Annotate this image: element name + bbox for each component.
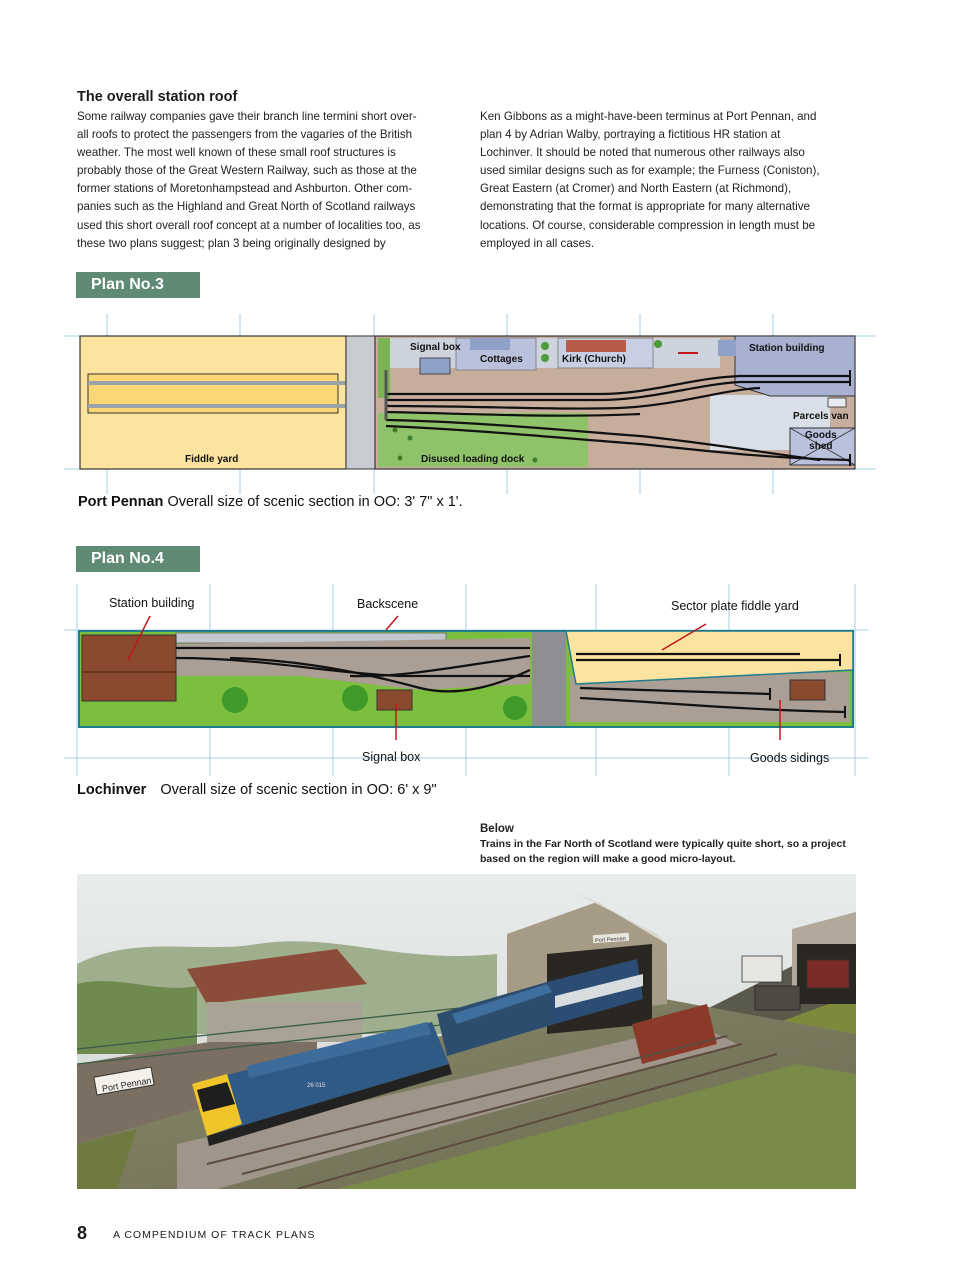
plan3-caption-name: Port Pennan: [78, 494, 164, 510]
article-line: Ken Gibbons as a might-have-been terminus at Port Pennan, and: [480, 110, 817, 123]
plan3-label-station-building: Station building: [749, 343, 825, 354]
photo-loco-number: 26 015: [307, 1083, 326, 1089]
article-line: weather. The most well known of these small roof structures is: [77, 146, 396, 160]
plan3-label-cottages: Cottages: [480, 354, 523, 365]
plan4-caption: [77, 782, 437, 798]
photo-caption-title: Below: [480, 823, 514, 835]
article-line: locations. Of course, considerable compression in length must be: [480, 218, 816, 232]
plan4-caption-text: Overall size of scenic section in OO: 6' x 9": [160, 782, 437, 798]
plan3-label-goods-shed-line2: shed: [809, 441, 833, 452]
article-line: former stations of Moretonhampstead and Ashburton. Other com-: [77, 182, 413, 196]
plan4-tree: [503, 696, 527, 720]
article-line: used this short overall roof concept at a number of localities too, as: [77, 218, 421, 232]
plan4-bridge: [532, 632, 566, 726]
page-number: 8: [77, 1223, 88, 1243]
photo-shed-sign-text: Port Pennan: [594, 935, 626, 945]
photo-caption-line: Trains in the Far North of Scotland were typically quite short, so a project: [480, 838, 846, 850]
plan4-caption-name: Lochinver: [77, 782, 147, 798]
plan4-label-goods-sidings: Goods sidings: [750, 751, 830, 765]
article-line: these two plans suggest; plan 3 being originally designed by: [77, 236, 386, 250]
article-line: employed in all cases.: [480, 236, 595, 250]
article-line: used similar designs such as for example; the Furness (Coniston),: [480, 164, 820, 178]
plan3-label-fiddle-yard: Fiddle yard: [185, 454, 239, 465]
photo-van-red: [807, 960, 849, 988]
article-column-1: [77, 108, 454, 253]
plan4-label-sector-plate: Sector plate fiddle yard: [671, 599, 799, 613]
article-line: Great Eastern (at Cromer) and North Eastern (at Richmond),: [480, 182, 792, 196]
plan4-label-signal-box: Signal box: [362, 750, 421, 764]
article-line: demonstrating that the format is appropriate for many alternative: [480, 200, 810, 214]
plan3-tag: Plan No.3: [76, 272, 200, 298]
article-line: all roofs to protect the passengers from the vagaries of the British: [77, 128, 413, 142]
article-line: Some railway companies gave their branch line termini short over-: [77, 110, 417, 123]
plan4-tree: [222, 687, 248, 713]
plan4-signal-box: [377, 690, 412, 710]
plan3-parcels-van: [828, 398, 846, 407]
plan3-label-goods-shed-line1: Goods: [805, 430, 837, 441]
plan3-bridge-section: [346, 336, 375, 469]
article-heading: The overall station roof: [77, 89, 238, 105]
plan3-caption-text: Overall size of scenic section in OO: 3' 7" x 1'.: [167, 494, 463, 510]
photo-van-white: [742, 956, 782, 982]
plan4-station-building: [82, 635, 176, 701]
plan3-label-kirk: Kirk (Church): [562, 354, 626, 365]
article-line: panies such as the Highland and Great North of Scotland railways: [77, 200, 416, 214]
article-column-2: [480, 108, 857, 253]
plan3-label-goods-shed: [805, 430, 837, 452]
plan4-label-station-building: Station building: [109, 596, 195, 610]
plan3-diagram: [0, 310, 976, 500]
plan4-tree: [342, 685, 368, 711]
photo-platform-sign-text: Port Pennan: [101, 1075, 153, 1094]
plan3-signal-box: [420, 358, 450, 374]
photo-caption: [480, 822, 860, 867]
photo-caption-line: based on the region will make a good micro-layout.: [480, 853, 736, 865]
layout-photo: [77, 874, 856, 1189]
plan4-tag: Plan No.4: [76, 546, 200, 572]
plan4-label-backscene: Backscene: [357, 597, 419, 611]
plan3-label-loading-dock: Disused loading dock: [421, 454, 525, 465]
article-line: plan 4 by Adrian Walby, portraying a fictitious HR station at: [480, 128, 781, 142]
footer-title: A COMPENDIUM OF TRACK PLANS: [113, 1229, 316, 1241]
plan3-label-parcels-van: Parcels van: [793, 411, 849, 422]
plan4-diagram: [0, 580, 976, 780]
plan3-caption: [78, 494, 463, 510]
plan3-label-signal-box: Signal box: [410, 342, 461, 353]
plan4-goods-shed: [790, 680, 825, 700]
article-line: Lochinver. It should be noted that numerous other railways also: [480, 146, 805, 160]
article-line: probably those of the Great Western Railway, such as those at the: [77, 164, 417, 178]
